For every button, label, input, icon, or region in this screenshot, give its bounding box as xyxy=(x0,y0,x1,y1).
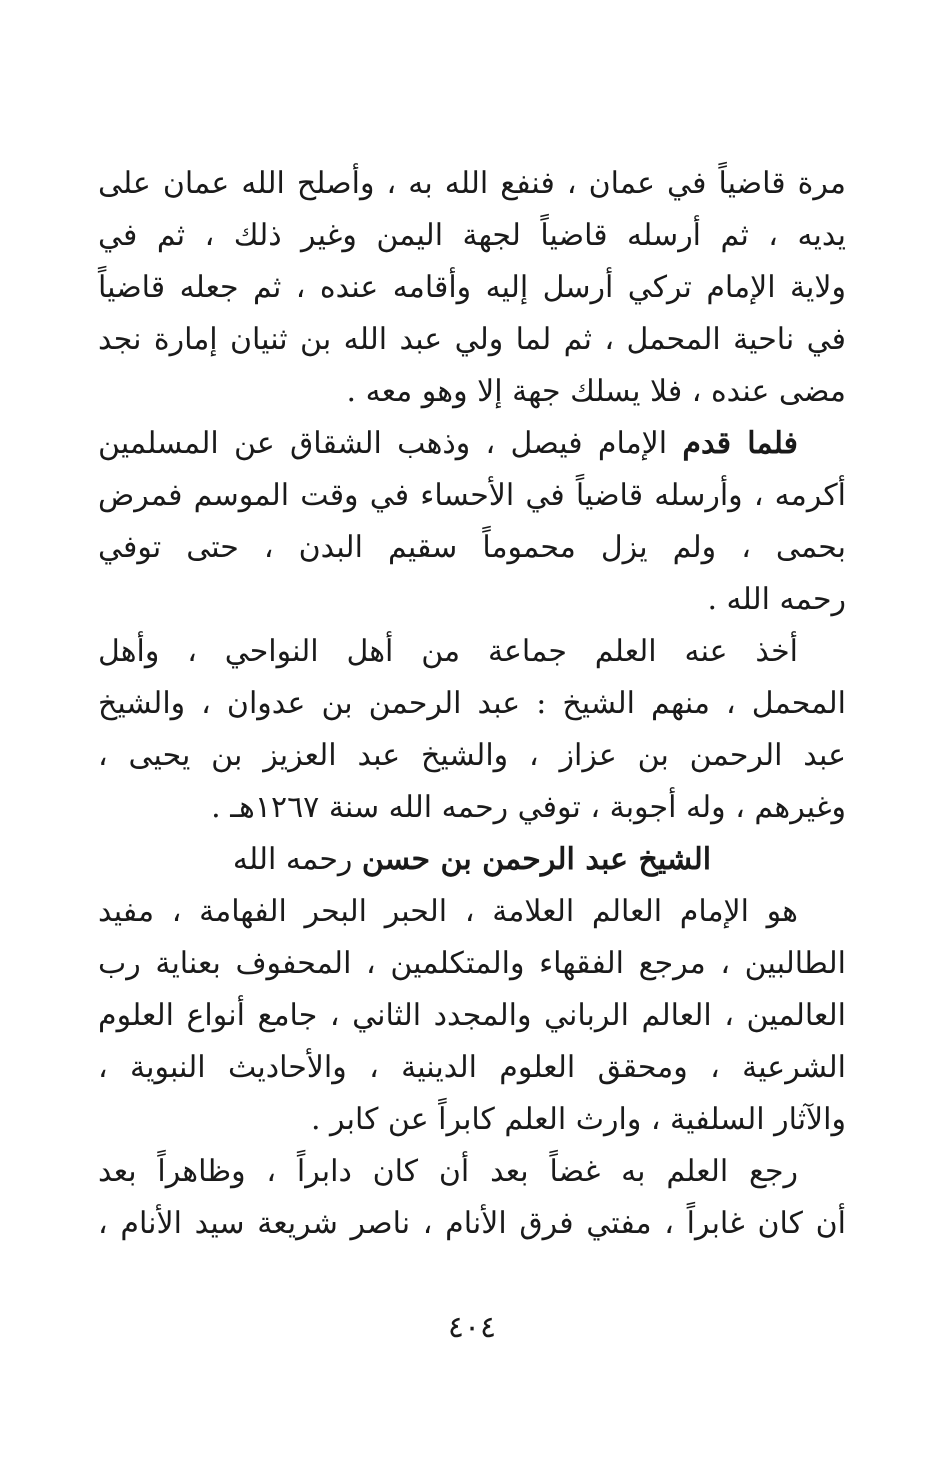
text-line: أخذ عنه العلم جماعة من أهل النواحي ، وأهل xyxy=(98,634,798,669)
paragraph-1 xyxy=(98,158,846,418)
text-line: عبد الرحمن بن عزاز ، والشيخ عبد العزيز بن يحيى ، xyxy=(98,738,846,773)
text-line: في ناحية المحمل ، ثم لما ولي عبد الله بن ثنيان إمارة نجد xyxy=(98,322,846,357)
text-line: المحمل ، منهم الشيخ : عبد الرحمن بن عدوان ، والشيخ xyxy=(98,686,846,721)
text-line: رحمه الله . xyxy=(707,582,846,617)
text-line: مرة قاضياً في عمان ، فنفع الله به ، وأصلح الله عمان على xyxy=(98,166,846,201)
text-line: رجع العلم به غضاً بعد أن كان دابراً ، وظاهراً بعد xyxy=(98,1154,798,1189)
paragraph-4 xyxy=(98,886,846,1146)
text-line-rest: الإمام فيصل ، وذهب الشقاق عن المسلمين xyxy=(98,426,683,461)
text-line: أن كان غابراً ، مفتي فرق الأنام ، ناصر شريعة سيد الأنام ، xyxy=(98,1206,846,1241)
text-line: العالمين ، العالم الرباني والمجدد الثاني ، جامع أنواع العلوم xyxy=(98,998,846,1033)
section-heading xyxy=(98,834,846,886)
text-line xyxy=(98,418,846,470)
text-line: ولاية الإمام تركي أرسل إليه وأقامه عنده ، ثم جعله قاضياً xyxy=(98,270,846,305)
page-number: ٤٠٤ xyxy=(447,1310,497,1345)
text-line: بحمى ، ولم يزل محموماً سقيم البدن ، حتى توفي xyxy=(98,530,846,565)
text-line: أكرمه ، وأرسله قاضياً في الأحساء في وقت الموسم فمرض xyxy=(98,478,846,513)
text-line: والآثار السلفية ، وارث العلم كابراً عن كابر . xyxy=(310,1102,846,1137)
text-line: الطالبين ، مرجع الفقهاء والمتكلمين ، المحفوف بعناية رب xyxy=(98,946,846,981)
heading-name: الشيخ عبد الرحمن بن حسن xyxy=(361,842,712,877)
page-body xyxy=(98,158,846,1250)
text-line: الشرعية ، ومحقق العلوم الدينية ، والأحاديث النبوية ، xyxy=(98,1050,846,1085)
heading-suffix: رحمه الله xyxy=(232,842,353,877)
paragraph-5 xyxy=(98,1146,846,1250)
bold-lead-text: فلما قدم xyxy=(682,426,798,461)
text-line: يديه ، ثم أرسله قاضياً لجهة اليمن وغير ذلك ، ثم في xyxy=(98,218,846,253)
paragraph-3 xyxy=(98,626,846,834)
paragraph-2 xyxy=(98,418,846,626)
text-line: هو الإمام العالم العلامة ، الحبر البحر الفهامة ، مفيد xyxy=(98,894,798,929)
text-line: وغيرهم ، وله أجوبة ، توفي رحمه الله سنة ١٢٦٧هـ . xyxy=(211,790,846,825)
text-line: مضى عنده ، فلا يسلك جهة إلا وهو معه . xyxy=(346,374,846,409)
